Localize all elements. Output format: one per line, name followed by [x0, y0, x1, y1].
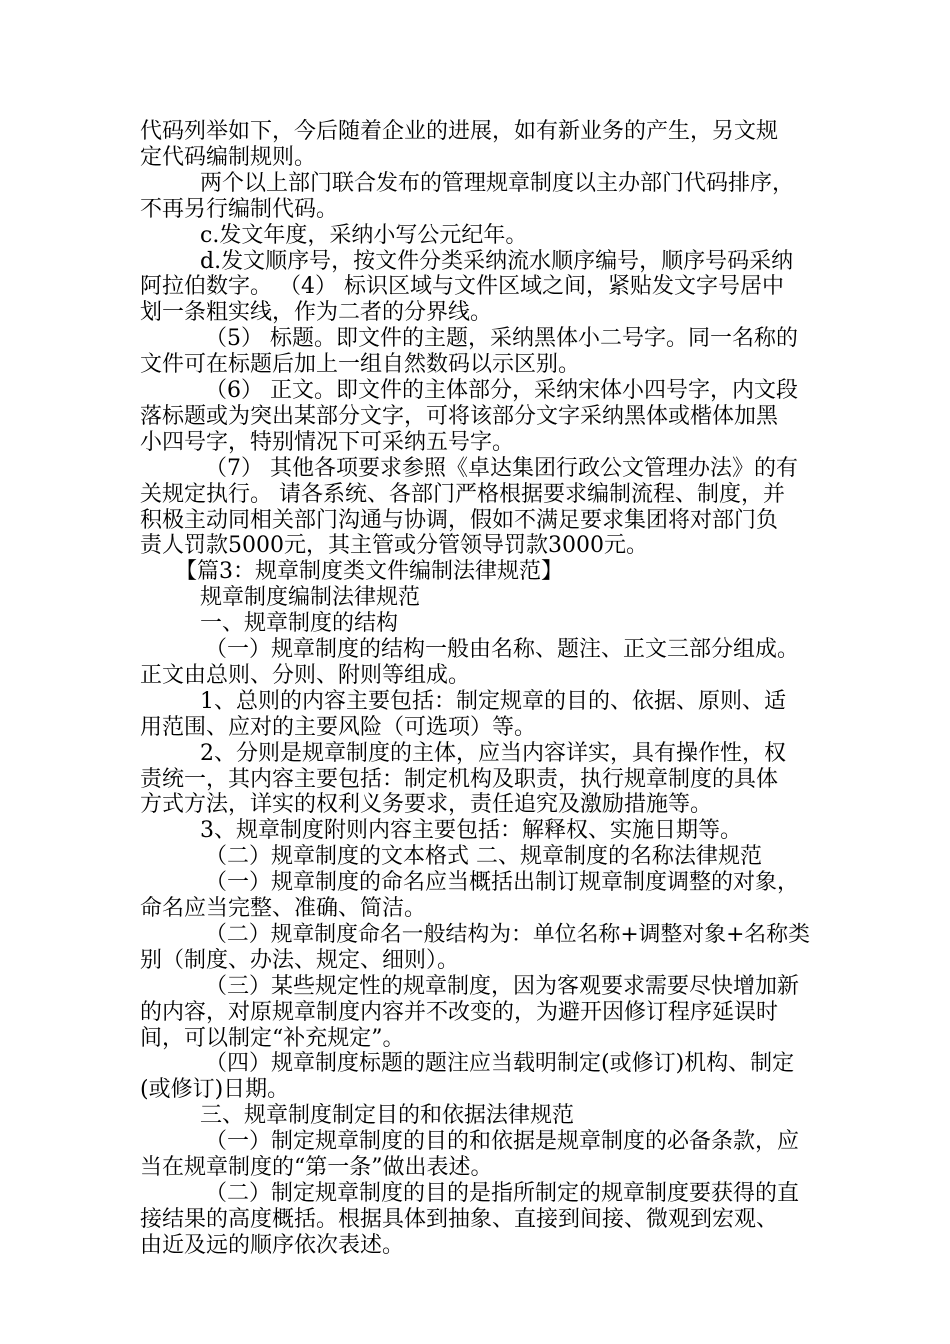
text-line: 规章制度编制法律规范: [200, 585, 421, 611]
text-line: 1、总则的内容主要包括：制定规章的目的、依据、原则、适: [200, 688, 786, 714]
text-line: 积极主动同相关部门沟通与协调，假如不满足要求集团将对部门负: [140, 507, 779, 533]
text-line: 3、规章制度附则内容主要包括：解释权、实施日期等。: [200, 818, 742, 844]
text-line: 用范围、应对的主要风险（可选项）等。: [140, 714, 537, 740]
text-line: （四）规章制度标题的题注应当载明制定(或修订)机构、制定: [205, 1051, 795, 1077]
text-line: 当在规章制度的“第一条”做出表述。: [140, 1155, 493, 1180]
text-line: （三）某些规定性的规章制度，因为客观要求需要尽快增加新: [205, 973, 800, 999]
text-line: 不再另行编制代码。: [140, 196, 339, 222]
text-line: c.发文年度，采纳小写公元纪年。: [200, 222, 528, 248]
text-line: 小四号字，特别情况下可采纳五号字。: [140, 429, 515, 455]
text-line: 代码列举如下，今后随着企业的进展，如有新业务的产生，另文规: [140, 119, 779, 144]
text-line: （一）制定规章制度的目的和依据是规章制度的必备条款，应: [205, 1129, 800, 1155]
text-line: （二）规章制度命名一般结构为：单位名称+调整对象+名称类: [205, 921, 810, 947]
text-line: （7） 其他各项要求参照《卓达集团行政公文管理办法》的有: [205, 455, 798, 481]
text-line: 2、分则是规章制度的主体，应当内容详实，具有操作性，权: [200, 740, 786, 766]
text-line: （二）规章制度的文本格式 二、规章制度的名称法律规范: [205, 844, 762, 870]
text-line: （一）规章制度的结构一般由名称、题注、正文三部分组成。: [205, 637, 800, 662]
text-line: 间，可以制定“补充规定”。: [140, 1025, 405, 1051]
text-line: 三、规章制度制定目的和依据法律规范: [200, 1103, 575, 1129]
text-line: 责人罚款5000元，其主管或分管领导罚款3000元。: [140, 533, 648, 559]
text-line: d.发文顺序号，按文件分类采纳流水顺序编号，顺序号码采纳: [200, 248, 794, 274]
text-line: 接结果的高度概括。根据具体到抽象、直接到间接、微观到宏观、: [140, 1206, 779, 1232]
text-line: 命名应当完整、准确、简洁。: [140, 896, 427, 921]
text-line: 责统一，其内容主要包括：制定机构及职责，执行规章制度的具体: [140, 766, 779, 792]
text-line: 【篇3：规章制度类文件编制法律规范】: [175, 559, 563, 585]
text-line: 正文由总则、分则、附则等组成。: [140, 662, 471, 688]
text-line: 的内容，对原规章制度内容并不改变的，为避开因修订程序延误时: [140, 999, 779, 1025]
text-line: 落标题或为突出某部分文字，可将该部分文字采纳黑体或楷体加黑: [140, 403, 779, 429]
text-line: 方式方法，详实的权利义务要求，责任追究及激励措施等。: [140, 792, 713, 818]
text-line: 阿拉伯数字。 （4） 标识区域与文件区域之间，紧贴发文字号居中: [140, 274, 784, 300]
text-line: 划一条粗实线，作为二者的分界线。: [140, 300, 493, 326]
text-line: 由近及远的顺序依次表述。: [140, 1232, 405, 1258]
text-line: 两个以上部门联合发布的管理规章制度以主办部门代码排序，: [200, 170, 795, 196]
text-line: 文件可在标题后加上一组自然数码以示区别。: [140, 352, 581, 378]
text-line: 别（制度、办法、规定、细则）。: [140, 947, 460, 973]
text-line: 定代码编制规则。: [140, 144, 317, 170]
text-line: (或修订)日期。: [140, 1077, 290, 1103]
text-line: 关规定执行。 请各系统、各部门严格根据要求编制流程、制度，并: [140, 481, 785, 507]
text-line: （5） 标题。即文件的主题，采纳黑体小二号字。同一名称的: [205, 326, 798, 352]
text-line: （二）制定规章制度的目的是指所制定的规章制度要获得的直: [205, 1180, 800, 1206]
text-line: （6） 正文。即文件的主体部分，采纳宋体小四号字，内文段: [205, 378, 798, 403]
text-line: 一、规章制度的结构: [200, 611, 399, 637]
text-line: （一）规章制度的命名应当概括出制订规章制度调整的对象，: [205, 870, 800, 896]
